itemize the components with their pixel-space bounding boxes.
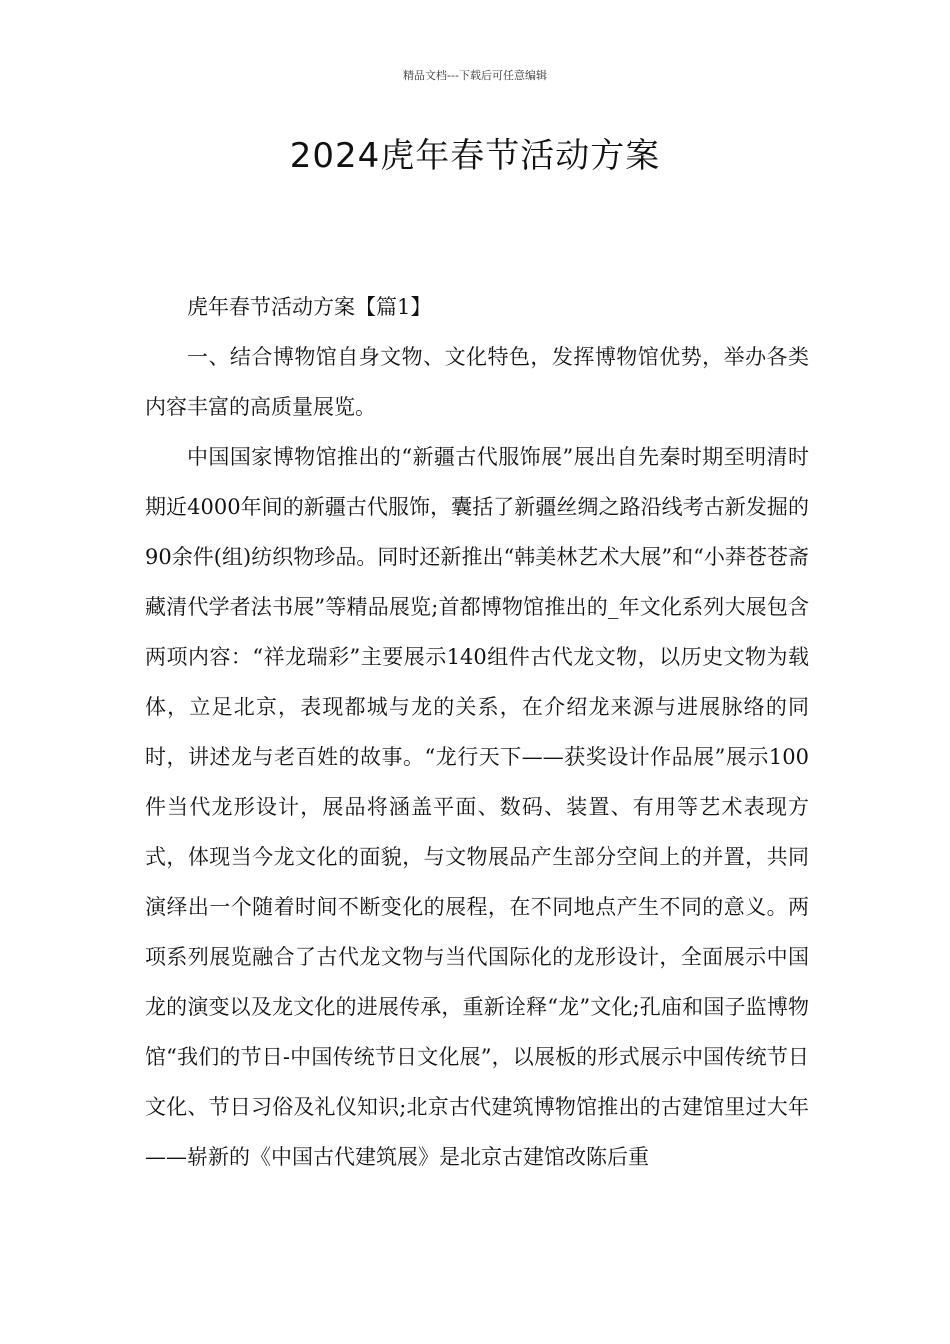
paragraph-1: 一、结合博物馆自身文物、文化特色，发挥博物馆优势，举办各类内容丰富的高质量展览。 <box>145 345 809 419</box>
document-body <box>145 282 809 1182</box>
document-title: 2024虎年春节活动方案 <box>289 136 661 176</box>
paragraph-2: 中国国家博物馆推出的“新疆古代服饰展”展出自先秦时期至明清时期近4000年间的新疆古代服饰，囊括了新疆丝绸之路沿线考古新发掘的90余件(组)纺织物珍品。同时还新推出“韩美林艺术大展”和“小莽苍苍斋藏清代学者法书展”等精品展览;首都博物馆推出的_年文化系列大展包含两项内容：“祥龙瑞彩”主要展示140组件古代龙文物，以历史文物为载体，立足北京，表现都城与龙的关系，在介绍龙来源与进展脉络的同时，讲述龙与老百姓的故事。“龙行天下——获奖设计作品展”展示100件当代龙形设计，展品将涵盖平面、数码、装置、有用等艺术表现方式，体现当今龙文化的面貌，与文物展品产生部分空间上的并置，共同演绎出一个随着时间不断变化的展程，在不同地点产生不同的意义。两项系列展览融合了古代龙文物与当代国际化的龙形设计，全面展示中国龙的演变以及龙文化的进展传承，重新诠释“龙”文化;孔庙和国子监博物馆“我们的节日-中国传统节日文化展”，以展板的形式展示中国传统节日文化、节日习俗及礼仪知识;北京古代建筑博物馆推出的古建馆里过大年——崭新的《中国古代建筑展》是北京古建馆改陈后重 <box>145 445 809 1169</box>
page-header-note: 精品文档---下载后可任意编辑 <box>403 69 547 82</box>
section-heading: 虎年春节活动方案【篇1】 <box>187 295 432 319</box>
